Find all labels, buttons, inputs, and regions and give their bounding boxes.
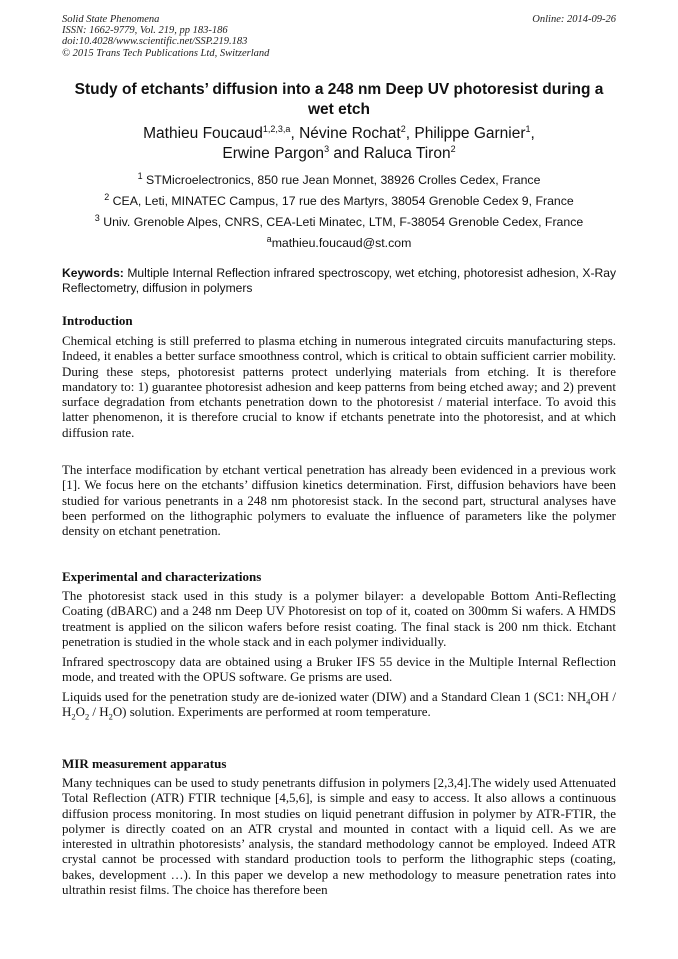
paragraph: Infrared spectroscopy data are obtained using a Bruker IFS 55 device in the Multiple Internal Reflection mode, and treated with the OPUS software. Ge prisms are used. — [62, 654, 616, 685]
keywords-label: Keywords: — [62, 266, 124, 280]
text-run: OH / H — [62, 689, 616, 720]
section-title-mir: MIR measurement apparatus — [62, 756, 227, 771]
author-name: Erwine Pargon — [222, 145, 325, 162]
paragraph: Chemical etching is still preferred to plasma etching in numerous integrated circuits manufacturing steps. Indeed, it enables a better surface smoothness control, which is critical to obtain sufficient carrier mobility. During these steps, photoresist patterns protect underlying materials from etching. It is therefore mandatory to: 1) guarantee photoresist adhesion and keep patterns from being etched away; and 2) prevent surface degradation from etchants penetration down to the photoresist / material interface. To avoid this latter phenomenon, it is therefore crucial to know if etchants penetrate into the photoresist, and at which diffusion rate. — [62, 333, 616, 440]
paragraph: Many techniques can be used to study penetrants diffusion in polymers [2,3,4].The widely used Attenuated Total Reflection (ATR) FTIR technique [4,5,6], is simple and easy to access. It also allows a continuous diffusion process monitoring. In most studies on liquid penetrant diffusion in polymer by ATR-FTIR, the polymer is directly coated on an ATR crystal and mounted in contact with a liquid cell. As we are interested in ultrathin photoresists’ analysis, the standard methodology cannot be employed. Indeed ATR crystal cannot be processed with standard production tools to perform the lithographic steps (coating, bakes, development …). In this paper we develop a new methodology to measure penetration rates into ultrathin resist films. The choice has therefore been — [62, 775, 616, 898]
affiliation-3 — [62, 212, 616, 230]
journal-issn: ISSN: 1662-9779, Vol. 219, pp 183-186 — [62, 25, 228, 37]
paragraph: The interface modification by etchant vertical penetration has already been evidenced in a previous work [1]. We focus here on the etchants’ diffusion kinetics determination. First, diffusion behaviors have been studied for various penetrants in a 248 nm photoresist stack. In the second part, structural analyses have been performed on the lithographic polymers to evaluate the influence of parameters like the polymer density on etchant penetration. — [62, 462, 616, 539]
journal-copyright: © 2015 Trans Tech Publications Ltd, Switzerland — [62, 47, 270, 59]
email-address: mathieu.foucaud@st.com — [271, 236, 412, 250]
author-separator: , — [290, 125, 300, 142]
author-superscript: 3 — [324, 143, 330, 154]
journal-doi: doi:10.4028/www.scientific.net/SSP.219.183 — [62, 36, 248, 48]
keywords-text: Multiple Internal Reflection infrared spectroscopy, wet etching, photoresist adhesion, X-Ray Reflectometry, diffusion in polymers — [62, 266, 616, 295]
author-name: Névine Rochat — [299, 125, 401, 142]
affiliation-1 — [62, 170, 616, 188]
author-name: Raluca Tiron — [363, 145, 451, 162]
journal-name: Solid State Phenomena — [62, 14, 160, 25]
corresponding-email — [62, 233, 616, 251]
affiliation-2 — [62, 191, 616, 209]
text-run: Liquids used for the penetration study are de-ionized water (DIW) and a Standard Clean 1 (SC1: NH — [62, 689, 587, 704]
section-title-introduction: Introduction — [62, 313, 133, 328]
affiliation-text: CEA, Leti, MINATEC Campus, 17 rue des Martyrs, 38054 Grenoble Cedex 9, France — [109, 194, 574, 208]
affiliation-marker: 1 — [137, 170, 143, 181]
subscript: 2 — [84, 711, 90, 722]
paragraph: The photoresist stack used in this study is a polymer bilayer: a developable Bottom Anti-Reflecting Coating (dBARC) and a 248 nm Deep UV Photoresist on top of it, coated on 300mm Si wafers. A HMDS treatment is applied on the silicon wafers before resist coating. The final stack is 200 nm thick. Etchant penetration is studied in the whole stack and in each polymer individually. — [62, 588, 616, 649]
author-separator: and — [329, 145, 364, 162]
online-date: Online: 2014-09-26 — [532, 14, 616, 25]
text-run: / H — [89, 704, 109, 720]
author-list — [62, 124, 616, 164]
author-superscript: 1,2,3,a — [262, 123, 291, 134]
affiliation-text: STMicroelectronics, 850 rue Jean Monnet, 38926 Crolles Cedex, France — [142, 173, 541, 187]
subscript: 2 — [108, 711, 113, 722]
author-separator: , — [405, 125, 415, 142]
affiliation-text: Univ. Grenoble Alpes, CNRS, CEA-Leti Minatec, LTM, F-38054 Grenoble Cedex, France — [99, 215, 584, 229]
affiliation-marker: a — [266, 233, 272, 244]
text-run: O — [75, 704, 85, 720]
paper-title: Study of etchants’ diffusion into a 248 nm Deep UV photoresist during a wet etch — [74, 81, 604, 118]
subscript: 2 — [71, 711, 76, 722]
author-name: Mathieu Foucaud — [143, 125, 263, 142]
keywords — [62, 266, 616, 296]
affiliation-marker: 2 — [104, 191, 110, 202]
author-separator: , — [530, 125, 535, 142]
author-superscript: 2 — [400, 123, 406, 134]
affiliation-marker: 3 — [94, 212, 100, 223]
author-name: Philippe Garnier — [414, 125, 526, 142]
section-title-experimental: Experimental and characterizations — [62, 569, 262, 584]
text-run: O) solution. Experiments are performed at room temperature. — [112, 704, 431, 720]
journal-header — [62, 14, 269, 59]
author-superscript: 2 — [450, 143, 456, 154]
subscript: 4 — [586, 696, 591, 707]
author-superscript: 1 — [525, 123, 531, 134]
paragraph-formula — [62, 689, 616, 720]
